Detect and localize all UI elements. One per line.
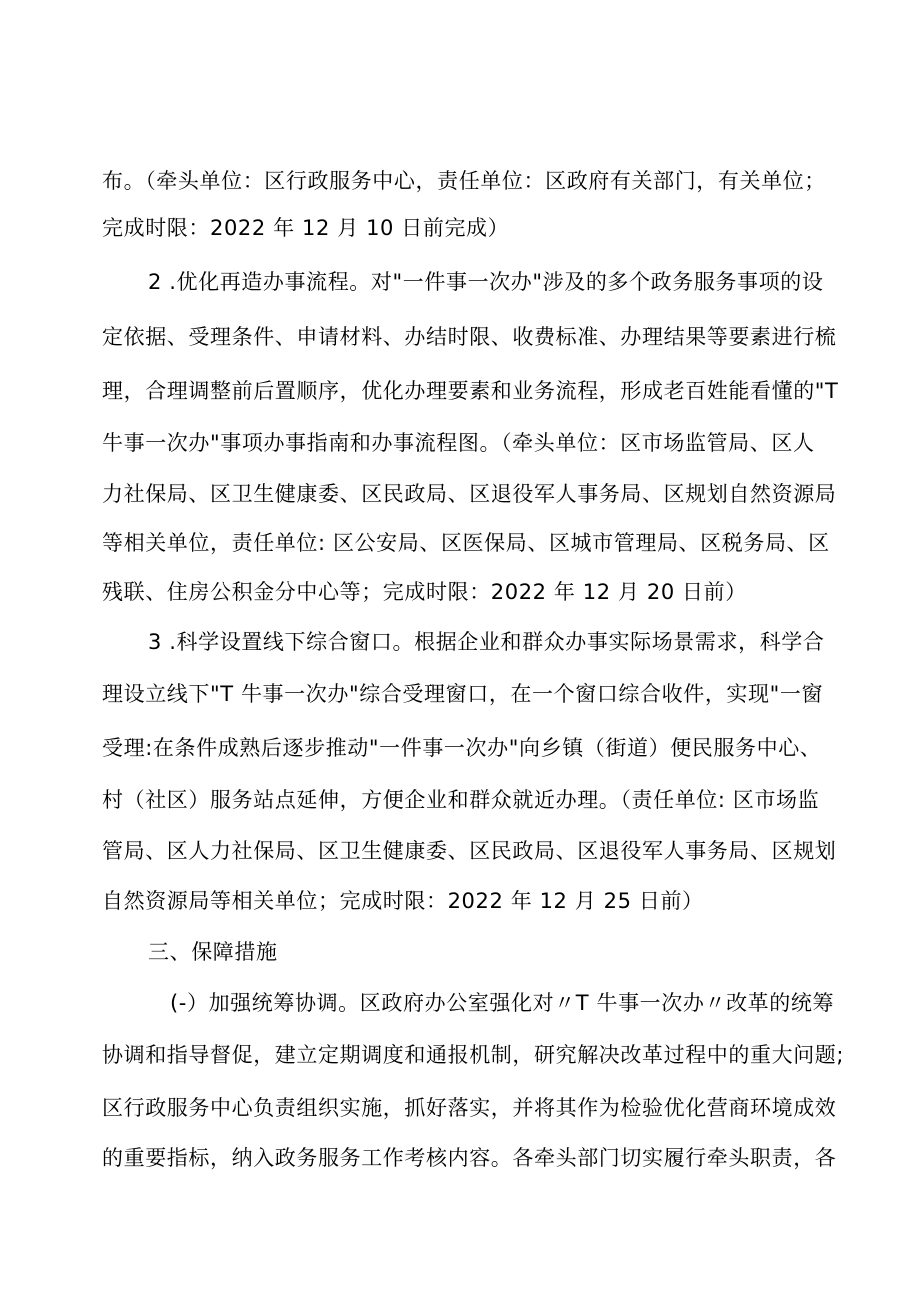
text-line: 牛事一次办"事项办事指南和办事流程图。（牵头单位：区市场监管局、区人 — [102, 431, 815, 455]
text-line: 区行政服务中心负责组织实施，抓好落实，并将其作为检验优化营商环境成效 — [102, 1096, 837, 1120]
text-line: 协调和指导督促，建立定期调度和通报机制，研究解决改革过程中的重大问题; — [102, 1043, 845, 1067]
text-line: 自然资源局等相关单位；完成时限：2022 年 12 月 25 日前） — [102, 889, 704, 913]
text-line: 定依据、受理条件、申请材料、办结时限、收费标准、办理结果等要素进行梳 — [102, 325, 837, 349]
text-line: 的重要指标，纳入政务服务工作考核内容。各牵头部门切实履行牵头职责，各 — [102, 1146, 837, 1170]
text-line: 完成时限：2022 年 12 月 10 日前完成） — [102, 216, 510, 240]
text-line: 3 .科学设置线下综合窗口。根据企业和群众办事实际场景需求，科学合 — [148, 630, 825, 654]
text-line: 布。（牵头单位：区行政服务中心，责任单位：区政府有关部门，有关单位； — [102, 169, 826, 193]
text-line: 等相关单位，责任单位: 区公安局、区医保局、区城市管理局、区税务局、区 — [102, 531, 830, 555]
text-line: 受理:在条件成熟后逐步推动"一件事一次办"向乡镇（街道）便民服务中心、 — [102, 736, 822, 760]
text-line: (-）加强统筹协调。区政府办公室强化对〃T 牛事一次办〃改革的统筹 — [170, 991, 835, 1015]
section-heading: 三、保障措施 — [148, 940, 278, 964]
text-line: 理设立线下"T 牛事一次办"综合受理窗口，在一个窗口综合收件，实现"一窗 — [102, 682, 824, 706]
text-line: 残联、住房公积金分中心等；完成时限：2022 年 12 月 20 日前） — [102, 580, 747, 604]
text-line: 村（社区）服务站点延伸，方便企业和群众就近办理。（责任单位: 区市场监 — [102, 788, 820, 812]
text-line: 理，合理调整前后置顺序，优化办理要素和业务流程，形成老百姓能看懂的"T — [102, 379, 839, 403]
text-line: 力社保局、区卫生健康委、区民政局、区退役军人事务局、区规划自然资源局 — [102, 482, 837, 506]
text-line: 2 .优化再造办事流程。对"一件事一次办"涉及的多个政务服务事项的设 — [148, 270, 824, 294]
text-line: 管局、区人力社保局、区卫生健康委、区民政局、区退役军人事务局、区规划 — [102, 839, 837, 863]
